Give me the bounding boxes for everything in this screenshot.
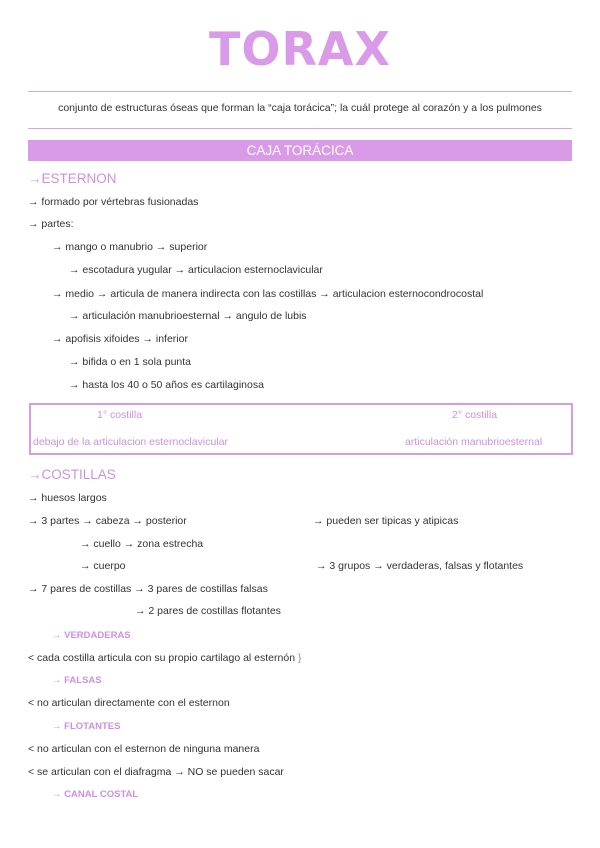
- esternon-line-5: → medio → articula de manera indirecta con las costillas → articulacion esternocondrocostal: [52, 288, 484, 300]
- esternon-line-2: → partes:: [28, 218, 74, 230]
- brace-mark: }: [297, 652, 302, 664]
- esternon-line-7: → apofisis xifoides → inferior: [52, 333, 188, 345]
- esternon-line-9: → hasta los 40 o 50 años es cartilaginosa: [69, 379, 264, 391]
- costillas-line-3: → cuello → zona estrecha: [80, 538, 204, 550]
- divider-top: [28, 91, 572, 92]
- costilla-1-title: 1° costilla: [97, 409, 143, 421]
- verdaderas-text: < cada costilla articula con su propio cartilago al esternón }: [28, 652, 302, 664]
- esternon-line-6: → articulación manubrioesternal → angulo de lubis: [69, 310, 307, 322]
- flotantes-text-1: < no articulan con el esternon de ninguna manera: [28, 743, 260, 755]
- canal-costal-heading: → CANAL COSTAL: [52, 789, 139, 800]
- esternon-line-3: → mango o manubrio → superior: [52, 241, 208, 253]
- costillas-line-1: → huesos largos: [28, 492, 107, 504]
- costillas-heading: →COSTILLAS: [28, 467, 116, 482]
- page-title: TORAX: [209, 22, 391, 76]
- costilla-2-title: 2° costilla: [452, 409, 498, 421]
- esternon-line-8: → bifida o en 1 sola punta: [69, 356, 192, 368]
- divider-bottom: [28, 128, 572, 129]
- falsas-heading: → FALSAS: [52, 675, 102, 686]
- costillas-line-4b: → 3 grupos → verdaderas, falsas y flotantes: [316, 560, 524, 572]
- costilla-1-text: debajo de la articulacion esternoclavicular: [33, 436, 228, 448]
- costillas-line-6: → 2 pares de costillas flotantes: [135, 605, 281, 617]
- costillas-line-2b: → pueden ser tipicas y atipicas: [313, 515, 459, 527]
- costillas-line-5: → 7 pares de costillas → 3 pares de costillas falsas: [28, 583, 268, 595]
- intro-text: conjunto de estructuras óseas que forman la “caja torácica”; la cuál protege al corazón y a los pulmones: [58, 102, 542, 114]
- esternon-line-4: → escotadura yugular → articulacion esternoclavicular: [69, 264, 323, 276]
- costilla-2-text: articulación manubrioesternal: [405, 436, 543, 448]
- flotantes-text-2: < se articulan con el diafragma → NO se pueden sacar: [28, 766, 284, 778]
- flotantes-heading: → FLOTANTES: [52, 721, 121, 732]
- section-band: CAJA TORÁCICA: [28, 140, 572, 161]
- falsas-text: < no articulan directamente con el esternon: [28, 697, 230, 709]
- esternon-heading: →ESTERNON: [28, 171, 117, 186]
- verdaderas-heading: → VERDADERAS: [52, 630, 131, 641]
- esternon-line-1: → formado por vértebras fusionadas: [28, 196, 199, 208]
- costillas-line-2: → 3 partes → cabeza → posterior: [28, 515, 187, 527]
- costillas-line-4: → cuerpo: [80, 560, 126, 572]
